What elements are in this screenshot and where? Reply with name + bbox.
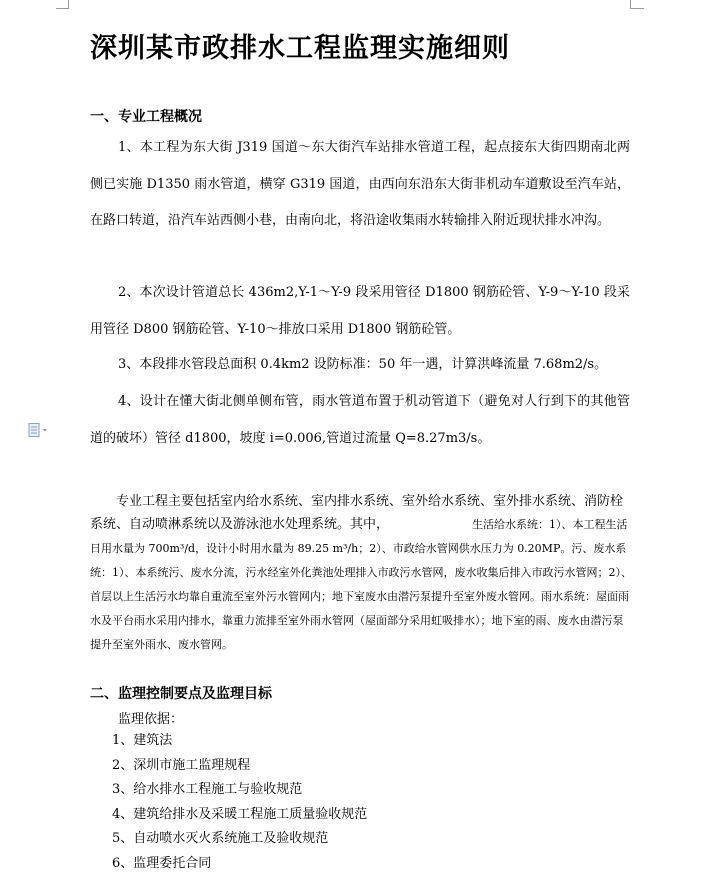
basis-list <box>112 729 367 876</box>
paragraph-3 <box>90 347 630 384</box>
paragraph-5-text: 专业工程主要包括室内给水系统、室内排水系统、室外给水系统、室外排水系统、消防栓系统、自动喷淋系统以及游泳池水处理系统。其中， <box>90 494 624 532</box>
list-item: 3、给水排水工程施工与验收规范 <box>112 782 303 797</box>
list-item: 6、监理委托合同 <box>112 855 212 871</box>
basis-label: 监理依据： <box>118 712 184 727</box>
paragraph-1-text: 1、本工程为东大街 J319 国道～东大街汽车站排水管道工程，起点接东大街四期南北两侧已实施 D1350 雨水管道，横穿 G319 国道，由西向东沿东大街非机动车道敷设至汽车站，在路口转道，沿汽车站西侧小巷，由南向北，将沿途收集雨水转输排入附近现状排水冲沟。 <box>90 140 630 228</box>
list-item: 5、自动喷水灭火系统施工及验收规范 <box>112 831 329 846</box>
paragraph-2 <box>90 275 630 348</box>
margin-mark-top-left-h <box>56 8 68 9</box>
section1-heading: 一、专业工程概况 <box>90 109 202 125</box>
section2-heading: 二、监理控制要点及监理目标 <box>90 686 272 702</box>
paragraph-2-text: 2、本次设计管道总长 436m2,Y-1～Y-9 段采用管径 D1800 钢筋砼管、Y-9～Y-10 段采用管径 D800 钢筋砼管、Y-10～排放口采用 D1800 钢筋砼管。 <box>90 285 630 337</box>
paragraph-3-text: 3、本段排水管段总面积 0.4km2 设防标准：50 年一遇，计算洪峰流量 7.68m2/s。 <box>118 357 608 372</box>
document-options-icon[interactable] <box>28 423 50 437</box>
margin-mark-top-left <box>68 0 69 9</box>
list-item: 1、建筑法 <box>112 733 173 748</box>
paragraph-6: 生活给水系统：1）、本工程生活日用水量为 700m³/d，设计小时用水量为 89.25 m³/h；2）、市政给水管网供水压力为 0.20MP。污、废水系统：1）、本系统污、废水分流，污水经室外化粪池处理排入市政污水管网，废水收集后排入市政污水管网；2）、首层以上生活污水均靠自重流至室外污水管网内；地下室废水由潜污泵提升至室外废水管网。雨水系统：屋面雨水及平台雨水采用内排水，靠重力流排至室外雨水管网（屋面部分采用虹吸排水）；地下室的雨、废水由潜污泵提升至室外雨水、废水管网。 <box>90 518 632 651</box>
list-item: 2、深圳市施工监理规程 <box>112 757 251 773</box>
paragraph-4-text: 4、设计在懂大街北侧单侧布管，雨水管道布置于机动管道下（避免对人行到下的其他管道的破坏）管径 d1800，坡度 i=0.006,管道过流量 Q=8.27m3/s。 <box>90 394 630 446</box>
paragraph-4 <box>90 384 630 457</box>
document-title: 深圳某市政排水工程监理实施细则 <box>90 33 510 64</box>
margin-mark-top-right <box>630 0 631 8</box>
margin-mark-top-right-h <box>630 8 644 9</box>
list-item: 4、建筑给排水及采暖工程施工质量验收规范 <box>112 806 368 822</box>
paragraph-1 <box>90 130 630 240</box>
